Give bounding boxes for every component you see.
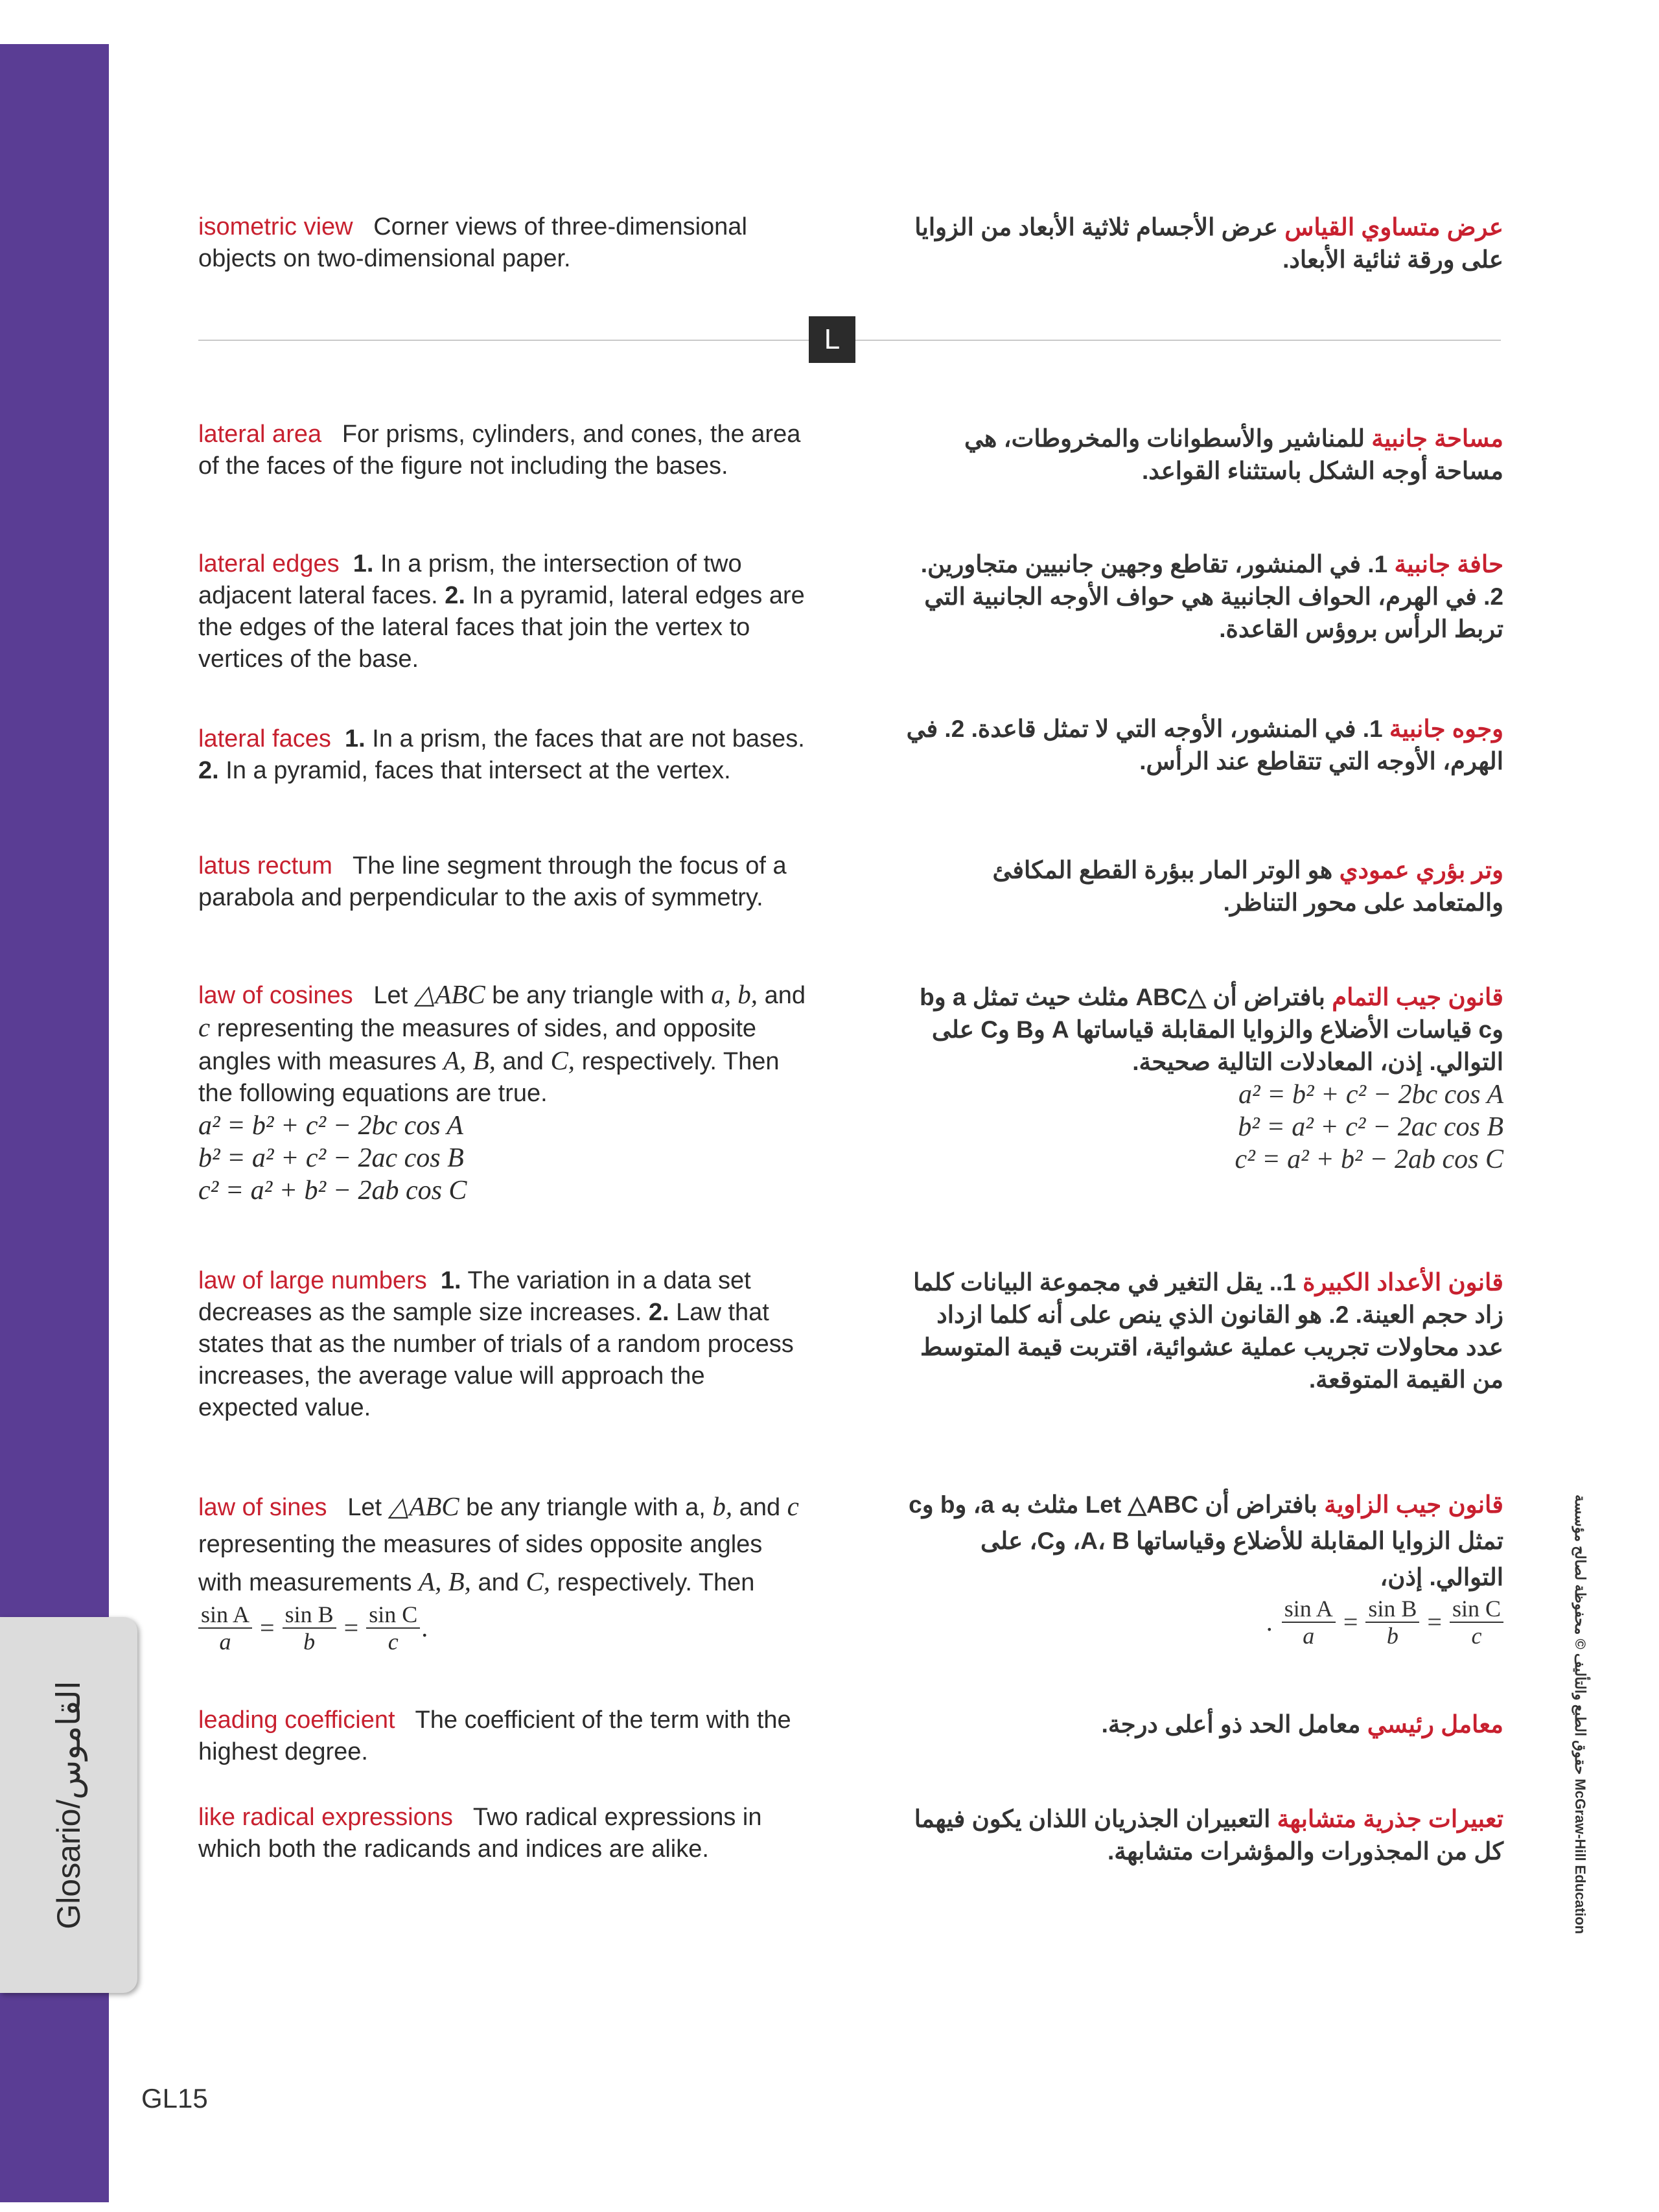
- term-en: leading coefficient: [198, 1706, 395, 1734]
- definition-ar: هو الوتر المار ببؤرة القطع المكافئ والمتعامد على محور التناظر.: [992, 857, 1503, 916]
- term-en: lateral area: [198, 421, 322, 448]
- item-number: 1.: [353, 550, 374, 577]
- entry-en-lateral-edges: [198, 548, 807, 675]
- entry-ar-like-radical-expressions: [901, 1803, 1503, 1868]
- definition-part: representing the measures of sides opposite angles with measurements: [198, 1531, 763, 1596]
- math-side-c: c: [198, 1012, 211, 1042]
- definition-ar: 1.. يقل التغير في مجموعة البيانات كلما زاد حجم العينة. 2. هو القانون الذي ينص على أنه كلما ازداد عدد محاولات تجريب عملية عشوائية، اقتربت قيمة المتوسط من القيمة المتوقعة.: [913, 1269, 1503, 1393]
- term-en: law of large numbers: [198, 1267, 427, 1294]
- definition-part: be any triangle with: [492, 982, 704, 1009]
- term-en: lateral edges: [198, 550, 340, 577]
- item-number: 2.: [198, 757, 219, 784]
- term-en: lateral faces: [198, 725, 331, 752]
- math-side-b: b,: [712, 1491, 733, 1521]
- term-en: law of cosines: [198, 982, 353, 1009]
- definition-ar: بافتراض أن Let △ABC مثلث به a، وb وc تمثل الزوايا المقابلة للأضلاع وقياساتها A، B، وC، على التوالي. إذن،: [909, 1491, 1503, 1590]
- fraction-a-ar: $\frac{\text{sin A}}{a}$: [1282, 1596, 1336, 1649]
- sines-formula: $\frac{\text{sin A}}{a}$ = $\frac{\text{sin B}}{b}$ = $\frac{\text{sin C}}{c}$ .: [198, 1601, 807, 1655]
- copyright-notice: حقوق الطبع والتأليف © محفوظة لصالح مؤسسة McGraw-Hill Education: [1572, 1494, 1588, 1935]
- term-ar: حافة جانبية: [1394, 551, 1503, 577]
- fraction-c: $\frac{\text{sin C}}{c}$: [366, 1601, 420, 1655]
- definition-part: be any triangle with a,: [466, 1494, 706, 1521]
- term-ar: وتر بؤري عمودي: [1339, 857, 1503, 883]
- definition-part: In a prism, the faces that are not bases.: [372, 725, 805, 752]
- definition-en: Two radical expressions in which both the radicands and indices are alike.: [198, 1804, 762, 1863]
- section-letter: L: [809, 316, 855, 363]
- definition-part: In a pyramid, lateral edges are the edges of the lateral faces that join the vertex to vertices of the base.: [198, 582, 805, 673]
- math-sides: a, b,: [711, 979, 758, 1009]
- term-ar: مساحة جانبية: [1371, 425, 1503, 452]
- term-ar: قانون جيب التمام: [1332, 984, 1503, 1010]
- definition-en: The coefficient of the term with the highest degree.: [198, 1706, 791, 1765]
- math-side-c: c: [787, 1491, 799, 1521]
- equation-1-ar: a² = b² + c² − 2bc cos A: [1238, 1080, 1503, 1110]
- definition-ar: معامل الحد ذو أعلى درجة.: [1101, 1711, 1361, 1738]
- item-number: 2.: [648, 1299, 669, 1326]
- definition-part: In a pyramid, faces that intersect at the vertex.: [226, 757, 731, 784]
- fraction-b: $\frac{\text{sin B}}{b}$: [283, 1601, 336, 1655]
- entry-en-law-of-large-numbers: [198, 1265, 807, 1424]
- definition-ar: 1. في المنشور، تقاطع وجهين جانبيين متجاورين. 2. في الهرم، الحواف الجانبية هي حواف الأوجه الجانبية التي تربط الرأس بروؤس القاعدة.: [920, 551, 1503, 642]
- equation-1: a² = b² + c² − 2bc cos A: [198, 1111, 463, 1141]
- definition-part: Let: [347, 1494, 382, 1521]
- entry-ar-law-of-sines: [901, 1487, 1503, 1649]
- definition-en: Corner views of three-dimensional objects on two-dimensional paper.: [198, 213, 747, 272]
- term-en: law of sines: [198, 1494, 327, 1521]
- equation-3: c² = a² + b² − 2ab cos C: [198, 1176, 467, 1205]
- page-number: GL15: [141, 2083, 208, 2113]
- term-en: latus rectum: [198, 852, 332, 879]
- fraction-a: $\frac{\text{sin A}}{a}$: [198, 1601, 252, 1655]
- entry-en-like-radical-expressions: [198, 1802, 807, 1865]
- definition-ar: عرض الأجسام ثلاثية الأبعاد من الزوايا على ورقة ثنائية الأبعاد.: [914, 214, 1503, 273]
- entry-en-latus-rectum: [198, 850, 807, 914]
- entry-ar-lateral-edges: [901, 548, 1503, 646]
- equation-3-ar: c² = a² + b² − 2ab cos C: [1235, 1145, 1503, 1174]
- definition-part: respectively. Then the following equations are true.: [198, 1048, 780, 1107]
- definition-part: and: [739, 1494, 781, 1521]
- definition-part: The variation in a data set decreases as the sample size increases.: [198, 1267, 751, 1326]
- entry-en-lateral-area: [198, 419, 807, 482]
- math-angles: A, B,: [419, 1566, 471, 1596]
- term-en: isometric view: [198, 213, 353, 240]
- equation-2-ar: b² = a² + c² − 2ac cos B: [1238, 1112, 1503, 1142]
- definition-part: respectively. Then: [557, 1569, 755, 1596]
- entry-ar-lateral-area: [901, 423, 1503, 487]
- definition-part: and: [764, 982, 806, 1009]
- definition-part: Let: [373, 982, 408, 1009]
- item-number: 2.: [445, 582, 465, 609]
- term-ar: تعبيرات جذرية متشابهة: [1277, 1806, 1503, 1832]
- math-angle-c: C,: [550, 1045, 575, 1075]
- entry-en-law-of-sines: [198, 1488, 807, 1655]
- entry-ar-isometric-view: [901, 211, 1503, 276]
- entry-ar-law-of-large-numbers: [901, 1266, 1503, 1396]
- triangle-symbol: △ABC: [388, 1491, 459, 1521]
- term-ar: قانون الأعداد الكبيرة: [1303, 1269, 1503, 1296]
- entry-ar-latus-rectum: [901, 854, 1503, 919]
- glossary-tab[interactable]: [0, 1617, 137, 1993]
- entry-ar-lateral-faces: [901, 713, 1503, 778]
- item-number: 1.: [345, 725, 365, 752]
- definition-en: The line segment through the focus of a parabola and perpendicular to the axis of symmetry.: [198, 852, 787, 911]
- definition-part: and: [502, 1048, 544, 1075]
- entry-ar-law-of-cosines: [901, 981, 1503, 1176]
- entry-en-isometric-view: [198, 211, 807, 275]
- equation-2: b² = a² + c² − 2ac cos B: [198, 1143, 464, 1173]
- fraction-b-ar: $\frac{\text{sin B}}{b}$: [1365, 1596, 1419, 1649]
- definition-en: For prisms, cylinders, and cones, the area of the faces of the figure not including the bases.: [198, 421, 801, 480]
- definition-ar: 1. في المنشور، الأوجه التي لا تمثل قاعدة. 2. في الهرم، الأوجه التي تتقاطع عند الرأس.: [906, 716, 1503, 774]
- fraction-c-ar: $\frac{\text{sin C}}{c}$: [1450, 1596, 1503, 1649]
- entry-en-leading-coefficient: [198, 1705, 807, 1768]
- entry-en-lateral-faces: [198, 723, 807, 787]
- entry-en-law-of-cosines: [198, 979, 807, 1207]
- term-ar: قانون جيب الزاوية: [1324, 1491, 1503, 1518]
- definition-part: In a prism, the intersection of two adjacent lateral faces.: [198, 550, 742, 609]
- term-en: like radical expressions: [198, 1804, 453, 1831]
- triangle-symbol: △ABC: [414, 979, 485, 1009]
- definition-ar: التعبيران الجذريان اللذان يكون فيهما كل من المجذورات والمؤشرات متشابهة.: [914, 1806, 1503, 1865]
- definition-ar: للمناشير والأسطوانات والمخروطات، هي مساحة أوجه الشكل باستثناء القواعد.: [964, 425, 1503, 484]
- definition-part: Law that states that as the number of trials of a random process increases, the average value will approach the expected value.: [198, 1299, 794, 1421]
- item-number: 1.: [440, 1267, 461, 1294]
- term-ar: عرض متساوي القياس: [1284, 214, 1503, 240]
- sines-formula-ar: . $\frac{\text{sin A}}{a}$ = $\frac{\text{sin B}}{b}$ = $\frac{\text{sin C}}{c}$: [901, 1596, 1503, 1649]
- term-ar: معامل رئيسي: [1367, 1711, 1503, 1738]
- definition-ar: بافتراض أن △ABC مثلث حيث تمثل a وb وc قياسات الأضلاع والزوايا المقابلة قياساتها A وB وC على التوالي. إذن، المعادلات التالية صحيحة.: [920, 984, 1503, 1075]
- math-angles: A, B,: [443, 1045, 496, 1075]
- glossary-tab-label: Glosario/القاموس: [51, 1681, 87, 1929]
- definition-part: and: [478, 1569, 519, 1596]
- definition-part: representing the measures of sides, and opposite angles with measures: [198, 1015, 757, 1075]
- term-ar: وجوه جانبية: [1389, 716, 1503, 742]
- entry-ar-leading-coefficient: [901, 1708, 1503, 1741]
- math-angle-c: C,: [526, 1566, 551, 1596]
